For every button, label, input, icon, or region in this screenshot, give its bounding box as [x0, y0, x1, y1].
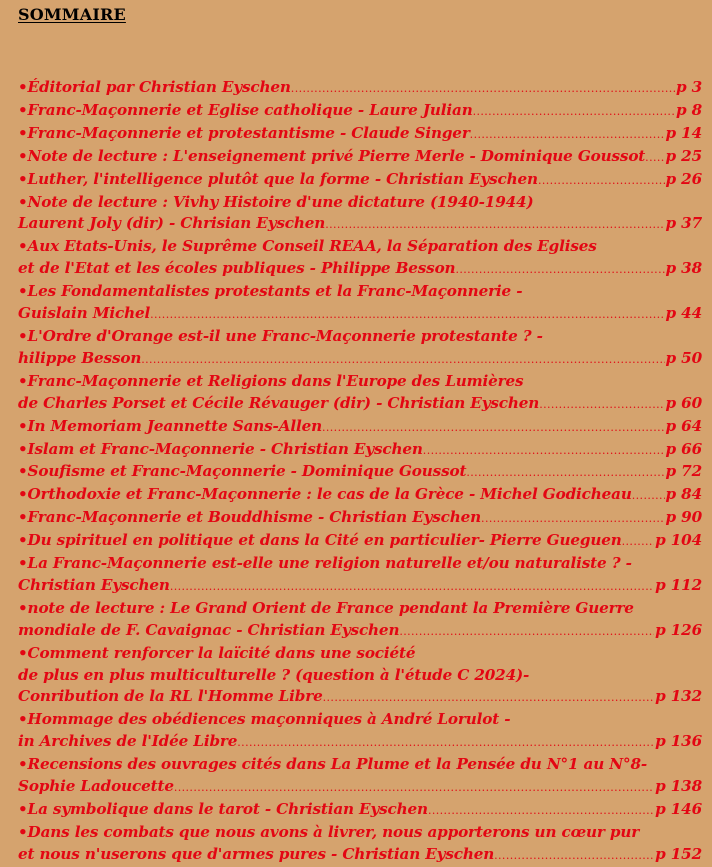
- toc-entry: [18, 484, 702, 507]
- dot-leader: [423, 439, 665, 462]
- toc-entry-final-line: [18, 416, 702, 439]
- toc-entry-title-line: de plus en plus multiculturelle ? (question à l'étude C 2024)-: [18, 665, 530, 684]
- page-title: SOMMAIRE: [18, 5, 126, 24]
- dot-leader: [399, 620, 654, 643]
- toc-entry-final-line: [18, 686, 702, 709]
- toc-entry-title-line: •Note de lecture : Vivhy Histoire d'une dictature (1940-1944): [18, 192, 534, 211]
- toc-entry-page-number: p 84: [665, 485, 702, 504]
- toc-entry-title: •Franc-Maçonnerie et protestantisme - Claude Singer: [18, 123, 470, 142]
- toc-entry-page-number: p 138: [655, 777, 702, 796]
- toc-entry-final-line: [18, 100, 702, 123]
- dot-leader: [170, 575, 654, 598]
- dot-leader: [322, 416, 665, 439]
- dot-leader: [174, 776, 654, 799]
- toc-entry-title-line: •Recensions des ouvrages cités dans La Plume et la Pensée du N°1 au N°8-: [18, 755, 648, 774]
- toc-entry: [18, 326, 702, 371]
- toc-entry-page-number: p 132: [655, 687, 702, 706]
- toc-entry-page-number: p 146: [655, 800, 702, 818]
- toc-entry-title: mondiale de F. Cavaignac - Christian Eyschen: [18, 620, 400, 639]
- toc-entry-title: in Archives de l'Idée Libre: [18, 732, 238, 751]
- dot-leader: [494, 844, 654, 867]
- table-of-contents: [18, 77, 702, 867]
- toc-entry-title: et de l'Etat et les écoles publiques - Philippe Besson: [18, 259, 456, 278]
- toc-entry-final-line: [18, 393, 702, 416]
- toc-entry-page-number: p 25: [665, 146, 702, 165]
- toc-entry-title-line: •L'Ordre d'Orange est-il une Franc-Maçonnerie protestante ? -: [18, 326, 543, 345]
- toc-entry-title: •La symbolique dans le tarot - Christian Eyschen: [18, 800, 428, 818]
- dot-leader: [622, 530, 655, 553]
- toc-entry-final-line: [18, 575, 702, 598]
- toc-entry-page-number: p 50: [665, 348, 702, 367]
- toc-entry-title-line: •La Franc-Maçonnerie est-elle une religion naturelle et/ou naturaliste ? -: [18, 554, 632, 573]
- toc-entry-final-line: [18, 123, 702, 146]
- toc-entry-title: Conribution de la RL l'Homme Libre: [18, 687, 323, 706]
- toc-entry-page-number: p 14: [665, 123, 702, 142]
- toc-entry: [18, 507, 702, 530]
- toc-entry-title: •Orthodoxie et Franc-Maçonnerie : le cas de la Grèce - Michel Godicheau: [18, 485, 632, 504]
- toc-entry-title: Sophie Ladoucette: [18, 777, 174, 796]
- toc-entry-page-number: p 152: [655, 844, 702, 863]
- toc-entry-page-number: p 66: [665, 439, 702, 458]
- toc-entry-title: •Islam et Franc-Maçonnerie - Christian Eyschen: [18, 439, 423, 458]
- toc-entry: [18, 416, 702, 439]
- toc-entry-page-number: p 64: [665, 416, 702, 435]
- toc-entry-page-number: p 38: [665, 259, 702, 278]
- toc-entry-title: •Luther, l'intelligence plutôt que la forme - Christian Eyschen: [18, 169, 538, 188]
- toc-entry-page-number: p 126: [655, 620, 702, 639]
- toc-entry-page-number: p 72: [665, 462, 702, 481]
- toc-entry: [18, 754, 702, 799]
- toc-entry-title-line: •Hommage des obédiences maçonniques à André Lorulot -: [18, 710, 511, 729]
- toc-entry-title: Guislain Michel: [18, 304, 151, 323]
- dot-leader: [237, 731, 654, 754]
- toc-entry: [18, 281, 702, 326]
- toc-entry-final-line: [18, 146, 702, 169]
- toc-entry: [18, 123, 702, 146]
- dot-leader: [470, 123, 665, 146]
- dot-leader: [455, 258, 664, 281]
- toc-entry-page-number: p 26: [665, 169, 702, 188]
- toc-entry-final-line: [18, 461, 702, 484]
- toc-entry-title: •Du spirituel en politique et dans la Cité en particulier- Pierre Gueguen: [18, 531, 622, 550]
- toc-entry-title-line: •Comment renforcer la laïcité dans une société: [18, 643, 416, 662]
- toc-entry-title: Christian Eyschen: [18, 575, 170, 594]
- toc-entry-final-line: [18, 258, 702, 281]
- toc-entry-final-line: [18, 213, 702, 236]
- toc-entry-title: de Charles Porset et Cécile Révauger (dir) - Christian Eyschen: [18, 393, 540, 412]
- dot-leader: [539, 393, 664, 416]
- toc-entry: [18, 643, 702, 710]
- dot-leader: [466, 461, 664, 484]
- toc-entry-page-number: p 8: [675, 100, 702, 119]
- toc-entry-page-number: p 136: [655, 732, 702, 751]
- toc-entry: [18, 236, 702, 281]
- toc-entry-title: •Éditorial par Christian Eyschen: [18, 78, 291, 96]
- toc-entry: [18, 530, 702, 553]
- toc-entry-final-line: [18, 620, 702, 643]
- toc-entry: [18, 439, 702, 462]
- dot-leader: [323, 686, 655, 709]
- dot-leader: [291, 77, 675, 100]
- toc-entry-final-line: [18, 77, 702, 100]
- toc-entry-final-line: [18, 776, 702, 799]
- dot-leader: [481, 507, 665, 530]
- toc-entry: [18, 146, 702, 169]
- toc-entry-title: hilippe Besson: [18, 348, 142, 367]
- dot-leader: [150, 303, 664, 326]
- toc-entry-title: •Franc-Maçonnerie et Eglise catholique - Laure Julian: [18, 100, 473, 119]
- toc-entry-page-number: p 60: [665, 393, 702, 412]
- toc-entry-page-number: p 44: [665, 304, 702, 323]
- toc-entry-page-number: p 3: [675, 78, 702, 96]
- toc-entry-title-line: •Dans les combats que nous avons à livrer, nous apporterons un cœur pur: [18, 822, 640, 841]
- toc-entry-page-number: p 104: [655, 531, 702, 550]
- toc-entry-final-line: [18, 303, 702, 326]
- toc-entry-page-number: p 112: [655, 575, 702, 594]
- toc-entry-title: Laurent Joly (dir) - Chrisian Eyschen: [18, 214, 326, 233]
- toc-entry-final-line: [18, 484, 702, 507]
- toc-entry-final-line: [18, 844, 702, 867]
- toc-entry-title: •Note de lecture : L'enseignement privé Pierre Merle - Dominique Goussot: [18, 146, 646, 165]
- toc-entry-title: •Soufisme et Franc-Maçonnerie - Dominique Goussot: [18, 462, 467, 481]
- toc-entry: [18, 553, 702, 598]
- dot-leader: [645, 146, 664, 169]
- dot-leader: [141, 348, 664, 371]
- dot-leader: [428, 799, 654, 822]
- dot-leader: [473, 100, 675, 123]
- toc-entry-final-line: [18, 507, 702, 530]
- toc-entry-final-line: [18, 530, 702, 553]
- toc-entry: [18, 822, 702, 867]
- toc-entry: [18, 100, 702, 123]
- toc-entry-title-line: •Aux Etats-Unis, le Suprême Conseil REAA, la Séparation des Eglises: [18, 237, 597, 256]
- toc-entry-title: •In Memoriam Jeannette Sans-Allen: [18, 416, 322, 435]
- dot-leader: [538, 169, 665, 192]
- toc-entry: [18, 598, 702, 643]
- toc-entry: [18, 709, 702, 754]
- toc-entry: [18, 77, 702, 100]
- toc-entry: [18, 192, 702, 237]
- toc-entry-final-line: [18, 169, 702, 192]
- toc-entry-title-line: •Franc-Maçonnerie et Religions dans l'Europe des Lumières: [18, 371, 524, 390]
- toc-entry: [18, 461, 702, 484]
- toc-entry-title: •Franc-Maçonnerie et Bouddhisme - Christian Eyschen: [18, 508, 482, 527]
- toc-entry-final-line: [18, 799, 702, 822]
- toc-entry-title-line: •note de lecture : Le Grand Orient de France pendant la Première Guerre: [18, 598, 634, 617]
- toc-entry: [18, 371, 702, 416]
- dot-leader: [325, 213, 664, 236]
- toc-entry-page-number: p 37: [665, 214, 702, 233]
- toc-entry-title-line: •Les Fondamentalistes protestants et la Franc-Maçonnerie -: [18, 282, 523, 301]
- toc-entry-title: et nous n'userons que d'armes pures - Christian Eyschen: [18, 844, 495, 863]
- toc-entry-final-line: [18, 731, 702, 754]
- toc-entry-final-line: [18, 348, 702, 371]
- dot-leader: [632, 484, 665, 507]
- toc-entry: [18, 799, 702, 822]
- toc-entry-page-number: p 90: [665, 508, 702, 527]
- toc-entry: [18, 169, 702, 192]
- toc-entry-final-line: [18, 439, 702, 462]
